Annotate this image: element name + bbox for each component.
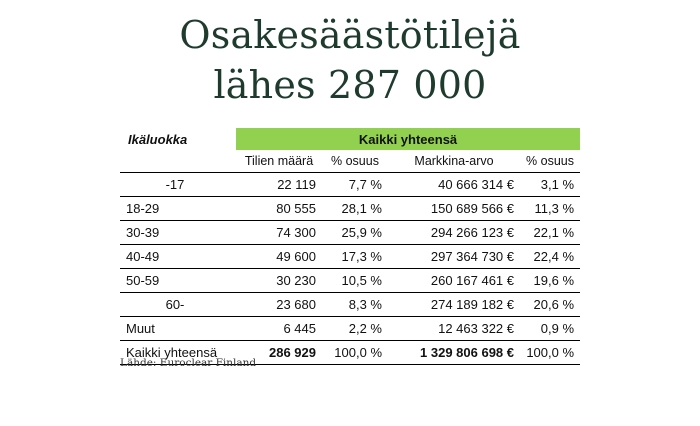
total-label-cell: Kaikki yhteensä bbox=[120, 341, 236, 365]
age-cell: -17 bbox=[120, 173, 236, 197]
market-value-cell: 297 364 730 € bbox=[388, 245, 520, 269]
value-pct-cell: 22,4 % bbox=[520, 245, 580, 269]
accounts-pct-cell: 8,3 % bbox=[322, 293, 388, 317]
page-title bbox=[0, 10, 700, 110]
accounts-cell: 23 680 bbox=[236, 293, 322, 317]
accounts-pct-cell: 28,1 % bbox=[322, 197, 388, 221]
total-accounts-pct-cell: 100,0 % bbox=[322, 341, 388, 365]
age-cell: 50-59 bbox=[120, 269, 236, 293]
value-pct-cell: 22,1 % bbox=[520, 221, 580, 245]
value-pct-cell: 3,1 % bbox=[520, 173, 580, 197]
total-group-header: Kaikki yhteensä bbox=[236, 128, 580, 150]
accounts-count-header: Tilien määrä bbox=[236, 150, 322, 173]
accounts-pct-cell: 17,3 % bbox=[322, 245, 388, 269]
age-group-header: Ikäluokka bbox=[128, 131, 188, 147]
value-pct-cell: 0,9 % bbox=[520, 317, 580, 341]
cut-off-text-line bbox=[120, 378, 580, 384]
statistics-table bbox=[120, 128, 580, 365]
accounts-cell: 74 300 bbox=[236, 221, 322, 245]
age-cell: 30-39 bbox=[120, 221, 236, 245]
accounts-cell: 30 230 bbox=[236, 269, 322, 293]
accounts-share-header: % osuus bbox=[322, 150, 388, 173]
accounts-pct-cell: 10,5 % bbox=[322, 269, 388, 293]
age-cell: 60- bbox=[120, 293, 236, 317]
market-value-cell: 294 266 123 € bbox=[388, 221, 520, 245]
accounts-cell: 80 555 bbox=[236, 197, 322, 221]
table-row bbox=[120, 293, 580, 317]
accounts-pct-cell: 7,7 % bbox=[322, 173, 388, 197]
source-note: Lähde: Euroclear Finland bbox=[120, 357, 257, 369]
statistics-table-container bbox=[120, 128, 580, 365]
value-pct-cell: 11,3 % bbox=[520, 197, 580, 221]
title-line-1: Osakesäästötilejä bbox=[179, 13, 521, 57]
value-pct-cell: 20,6 % bbox=[520, 293, 580, 317]
total-accounts-cell: 286 929 bbox=[236, 341, 322, 365]
market-value-cell: 260 167 461 € bbox=[388, 269, 520, 293]
age-cell: 40-49 bbox=[120, 245, 236, 269]
table-row bbox=[120, 197, 580, 221]
accounts-cell: 22 119 bbox=[236, 173, 322, 197]
accounts-pct-cell: 2,2 % bbox=[322, 317, 388, 341]
table-row bbox=[120, 269, 580, 293]
market-value-cell: 274 189 182 € bbox=[388, 293, 520, 317]
table-row bbox=[120, 317, 580, 341]
total-market-value-cell: 1 329 806 698 € bbox=[388, 341, 520, 365]
value-share-header: % osuus bbox=[520, 150, 580, 173]
value-pct-cell: 19,6 % bbox=[520, 269, 580, 293]
market-value-cell: 40 666 314 € bbox=[388, 173, 520, 197]
market-value-cell: 12 463 322 € bbox=[388, 317, 520, 341]
market-value-cell: 150 689 566 € bbox=[388, 197, 520, 221]
accounts-pct-cell: 25,9 % bbox=[322, 221, 388, 245]
age-cell: 18-29 bbox=[120, 197, 236, 221]
table-row bbox=[120, 173, 580, 197]
title-line-2: lähes 287 000 bbox=[213, 63, 487, 107]
table-row bbox=[120, 221, 580, 245]
total-value-pct-cell: 100,0 % bbox=[520, 341, 580, 365]
age-subheader-empty bbox=[120, 150, 236, 173]
market-value-header: Markkina-arvo bbox=[388, 150, 520, 173]
accounts-cell: 49 600 bbox=[236, 245, 322, 269]
age-cell: Muut bbox=[120, 317, 236, 341]
accounts-cell: 6 445 bbox=[236, 317, 322, 341]
table-row bbox=[120, 245, 580, 269]
